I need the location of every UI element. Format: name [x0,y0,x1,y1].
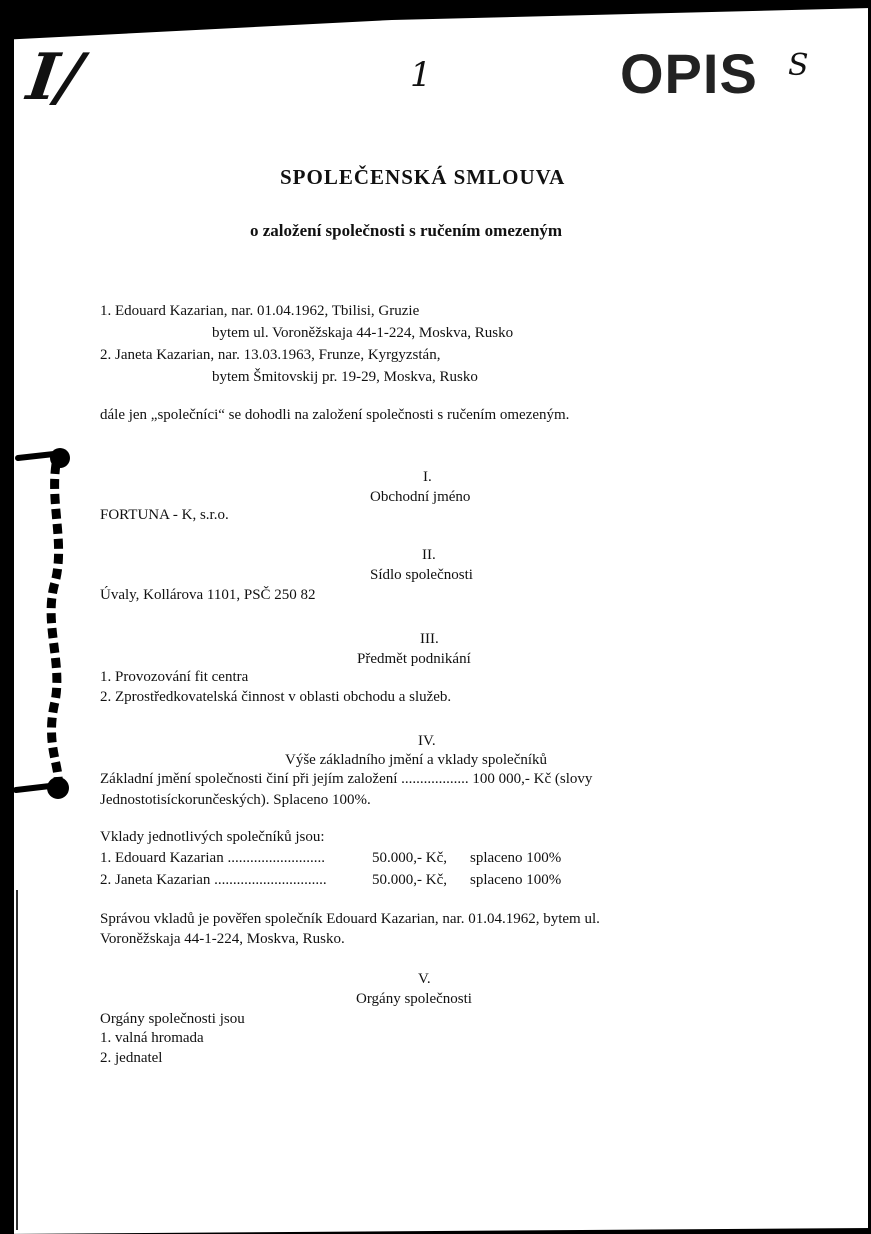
admin-line-1: Správou vkladů je pověřen společník Edouard Kazarian, nar. 01.04.1962, bytem ul. [100,911,600,927]
opis-stamp: OPIS [620,42,758,105]
document-title: SPOLEČENSKÁ SMLOUVA [280,165,566,189]
agreement-statement: dále jen „společníci“ se dohodli na založení společnosti s ručením omezeným. [100,407,570,423]
scan-border-left-inner [16,890,18,1230]
deposit-1-name: 1. Edouard Kazarian .......................... [100,850,325,866]
organ-item-2: 2. jednatel [100,1050,163,1066]
organ-item-1: 1. valná hromada [100,1030,204,1046]
party-1-line-1: 1. Edouard Kazarian, nar. 01.04.1962, Tbilisi, Gruzie [100,303,420,319]
party-2-line-1: 2. Janeta Kazarian, nar. 13.03.1963, Frunze, Kyrgyzstán, [100,347,441,363]
scan-border-top [0,0,871,40]
section-4-number: IV. [418,733,436,749]
deposit-1-amount: 50.000,- Kč, [372,850,447,866]
section-5-number: V. [418,971,431,987]
deposits-intro: Vklady jednotlivých společníků jsou: [100,829,325,845]
binding-string-icon [14,446,74,806]
section-2-heading: Sídlo společnosti [370,567,473,583]
handwritten-mark-right: S [788,48,809,83]
organs-intro: Orgány společnosti jsou [100,1011,245,1027]
deposit-2-paid: splaceno 100% [470,872,562,888]
admin-line-2: Voroněžskaja 44-1-224, Moskva, Rusko. [100,931,345,947]
handwritten-page-number: 1 [410,55,432,95]
company-address: Úvaly, Kollárova 1101, PSČ 250 82 [100,587,316,603]
section-3-number: III. [420,631,439,647]
section-2-number: II. [422,547,436,563]
deposit-2-amount: 50.000,- Kč, [372,872,447,888]
deposit-2-name: 2. Janeta Kazarian .............................. [100,872,327,888]
capital-line-2: Jednostotisíckorunčeských). Splaceno 100%. [100,792,371,808]
scan-border-left [0,0,14,1234]
section-1-number: I. [423,469,432,485]
deposit-1-paid: splaceno 100% [470,850,562,866]
business-item-1: 1. Provozování fit centra [100,669,249,685]
party-2-line-2: bytem Šmitovskij pr. 19-29, Moskva, Rusko [212,369,478,385]
company-name: FORTUNA - K, s.r.o. [100,507,229,523]
party-1-line-2: bytem ul. Voroněžskaja 44-1-224, Moskva, Rusko [212,325,514,341]
section-4-heading: Výše základního jmění a vklady společníků [285,752,548,768]
section-1-heading: Obchodní jméno [370,489,471,505]
business-item-2: 2. Zprostředkovatelská činnost v oblasti obchodu a služeb. [100,689,452,705]
section-3-heading: Předmět podnikání [357,651,471,667]
section-5-heading: Orgány společnosti [356,991,472,1007]
handwritten-mark-left: I/ [22,40,87,115]
capital-line-1: Základní jmění společnosti činí při jejím založení .................. 100 000,- Kč (slovy [100,771,593,787]
scan-border-bottom [0,1228,871,1234]
document-subtitle: o založení společnosti s ručením omezeným [250,221,563,240]
